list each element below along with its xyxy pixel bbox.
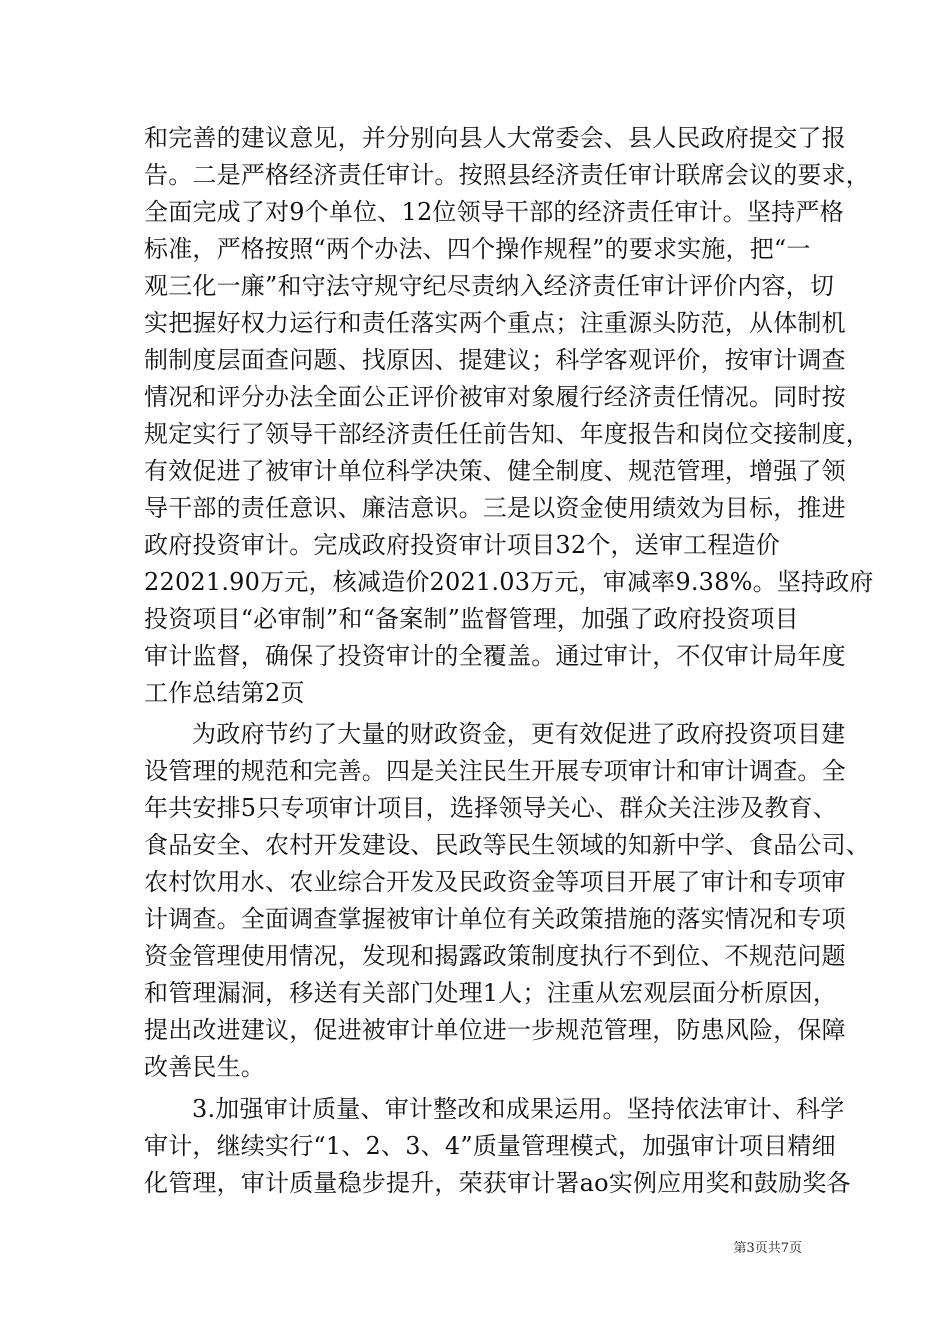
text-line: 导干部的责任意识、廉洁意识。三是以资金使用绩效为目标，推进 — [144, 494, 846, 522]
text-line: 3.加强审计质量、审计整改和成果运用。坚持依法审计、科学 — [192, 1095, 845, 1123]
paragraph-3 — [144, 1091, 851, 1202]
text-line: 有效促进了被审计单位科学决策、健全制度、规范管理，增强了领 — [144, 457, 846, 485]
text-line: 规定实行了领导干部经济责任任前告知、年度报告和岗位交接制度， — [144, 420, 870, 448]
text-line: 审计，继续实行“1、2、3、4”质量管理模式，加强审计项目精细 — [144, 1132, 836, 1160]
paragraph-2 — [144, 716, 870, 1086]
text-line: 设管理的规范和完善。四是关注民生开展专项审计和审计调查。全 — [144, 757, 846, 785]
page-number-footer: 第3页共7页 — [733, 1241, 802, 1256]
text-line: 22021.90万元，核减造价2021.03万元，审减率9.38%。坚持政府 — [144, 568, 874, 596]
text-line: 投资项目“必审制”和“备案制”监督管理，加强了政府投资项目 — [144, 605, 799, 633]
text-line: 和完善的建议意见，并分别向县人大常委会、县人民政府提交了报 — [144, 124, 846, 152]
text-line: 工作总结第2页 — [144, 679, 305, 707]
text-line: 全面完成了对9个单位、12位领导干部的经济责任审计。坚持严格 — [144, 198, 844, 226]
text-line: 政府投资审计。完成政府投资审计项目32个，送审工程造价 — [144, 531, 780, 559]
text-line: 告。二是严格经济责任审计。按照县经济责任审计联席会议的要求， — [144, 161, 870, 189]
text-line: 实把握好权力运行和责任落实两个重点；注重源头防范，从体制机 — [144, 309, 846, 337]
text-line: 食品安全、农村开发建设、民政等民生领域的知新中学、食品公司、 — [144, 831, 870, 859]
text-line: 提出改进建议，促进被审计单位进一步规范管理，防患风险，保障 — [144, 1016, 846, 1044]
text-line: 审计监督，确保了投资审计的全覆盖。通过审计，不仅审计局年度 — [144, 642, 846, 670]
text-line: 改善民生。 — [144, 1053, 265, 1081]
paragraph-1 — [144, 120, 874, 712]
text-line: 计调查。全面调查掌握被审计单位有关政策措施的落实情况和专项 — [144, 905, 846, 933]
text-line: 和管理漏洞，移送有关部门处理1人；注重从宏观层面分析原因， — [144, 979, 838, 1007]
text-line: 为政府节约了大量的财政资金，更有效促进了政府投资项目建 — [192, 720, 846, 748]
text-line: 化管理，审计质量稳步提升，荣获审计署ao实例应用奖和鼓励奖各 — [144, 1169, 851, 1197]
text-line: 农村饮用水、农业综合开发及民政资金等项目开展了审计和专项审 — [144, 868, 846, 896]
text-line: 资金管理使用情况，发现和揭露政策制度执行不到位、不规范问题 — [144, 942, 846, 970]
text-line: 观三化一廉”和守法守规守纪尽责纳入经济责任审计评价内容，切 — [144, 272, 835, 300]
text-line: 制制度层面查问题、找原因、提建议；科学客观评价，按审计调查 — [144, 346, 846, 374]
text-line: 情况和评分办法全面公正评价被审对象履行经济责任情况。同时按 — [144, 383, 846, 411]
text-line: 年共安排5只专项审计项目，选择领导关心、群众关注涉及教育、 — [144, 794, 838, 822]
text-line: 标准，严格按照“两个办法、四个操作规程”的要求实施，把“一 — [144, 235, 811, 263]
